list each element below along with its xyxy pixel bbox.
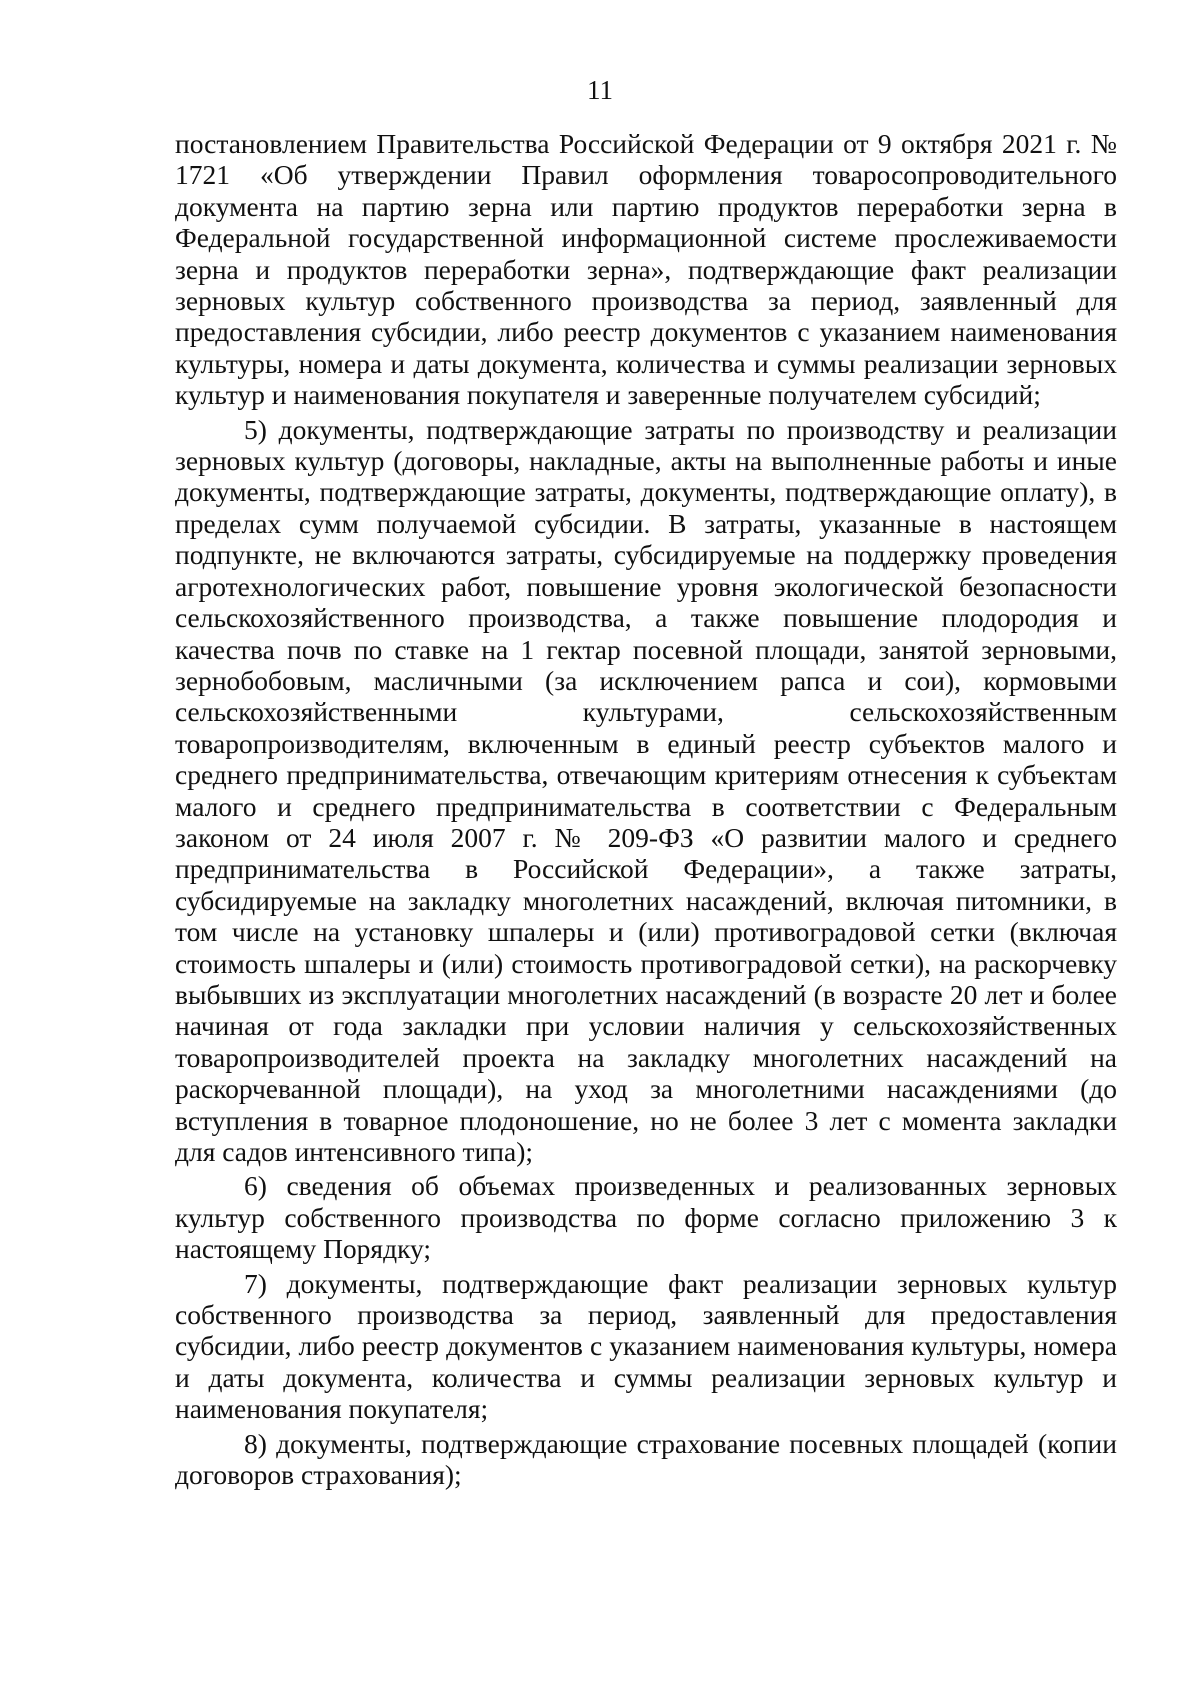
paragraph-item-8: 8) документы, подтверждающие страхование посевных площадей (копии договоров страхования); (175, 1427, 1117, 1491)
paragraph-item-5: 5) документы, подтверждающие затраты по производству и реализации зерновых культур (договоры, накладные, акты на выполненные работы и иные документы, подтверждающие затраты, документы, подтверждающие оплату), в пределах сумм получаемой субсидии. В затраты, указанные в настоящем подпункте, не включаются затраты, субсидируемые на поддержку проведения агротехнологических работ, повышение уровня экологической безопасности сельскохозяйственного производства, а также повышение плодородия и качества почв по ставке на 1 гектар посевной площади, занятой зерновыми, зернобобовым, масличными (за исключением рапса и сои), кормовыми сельскохозяйственными культурами, сельскохозяйственным товаропроизводителям, включенным в единый реестр субъектов малого и среднего предпринимательства, отвечающим критериям отнесения к субъектам малого и среднего предпринимательства в соответствии с Федеральным законом от 24 июля 2007 г. № 209-ФЗ «О развитии малого и среднего предпринимательства в Российской Федерации», а также затраты, субсидируемые на закладку многолетних насаждений, включая питомники, в том числе на установку шпалеры и (или) противоградовой сетки (включая стоимость шпалеры и (или) стоимость противоградовой сетки), на раскорчевку выбывших из эксплуатации многолетних насаждений (в возрасте 20 лет и более начиная от года закладки при условии наличия у сельскохозяйственных товаропроизводителей проекта на закладку многолетних насаждений на раскорчеванной площади), на уход за многолетними насаждениями (до вступления в товарное плодоношение, но не более 3 лет с момента закладки для садов интенсивного типа); (175, 413, 1117, 1167)
paragraph-item-6: 6) сведения об объемах произведенных и реализованных зерновых культур собственного производства по форме согласно приложению 3 к настоящему Порядку; (175, 1170, 1117, 1265)
page-number: 11 (587, 75, 613, 105)
document-body (175, 128, 1117, 1493)
paragraph-item-7: 7) документы, подтверждающие факт реализации зерновых культур собственного производства за период, заявленный для предоставления субсидии, либо реестр документов с указанием наименования культуры, номера и даты документа, количества и суммы реализации зерновых культур и наименования покупателя; (175, 1267, 1117, 1425)
paragraph-continuation: постановлением Правительства Российской Федерации от 9 октября 2021 г. № 1721 «Об утверждении Правил оформления товаросопроводительного документа на партию зерна или партию продуктов переработки зерна в Федеральной государственной информационной системе прослеживаемости зерна и продуктов переработки зерна», подтверждающие факт реализации зерновых культур собственного производства за период, заявленный для предоставления субсидии, либо реестр документов с указанием наименования культуры, номера и даты документа, количества и суммы реализации зерновых культур и наименования покупателя и заверенные получателем субсидий; (175, 128, 1117, 411)
